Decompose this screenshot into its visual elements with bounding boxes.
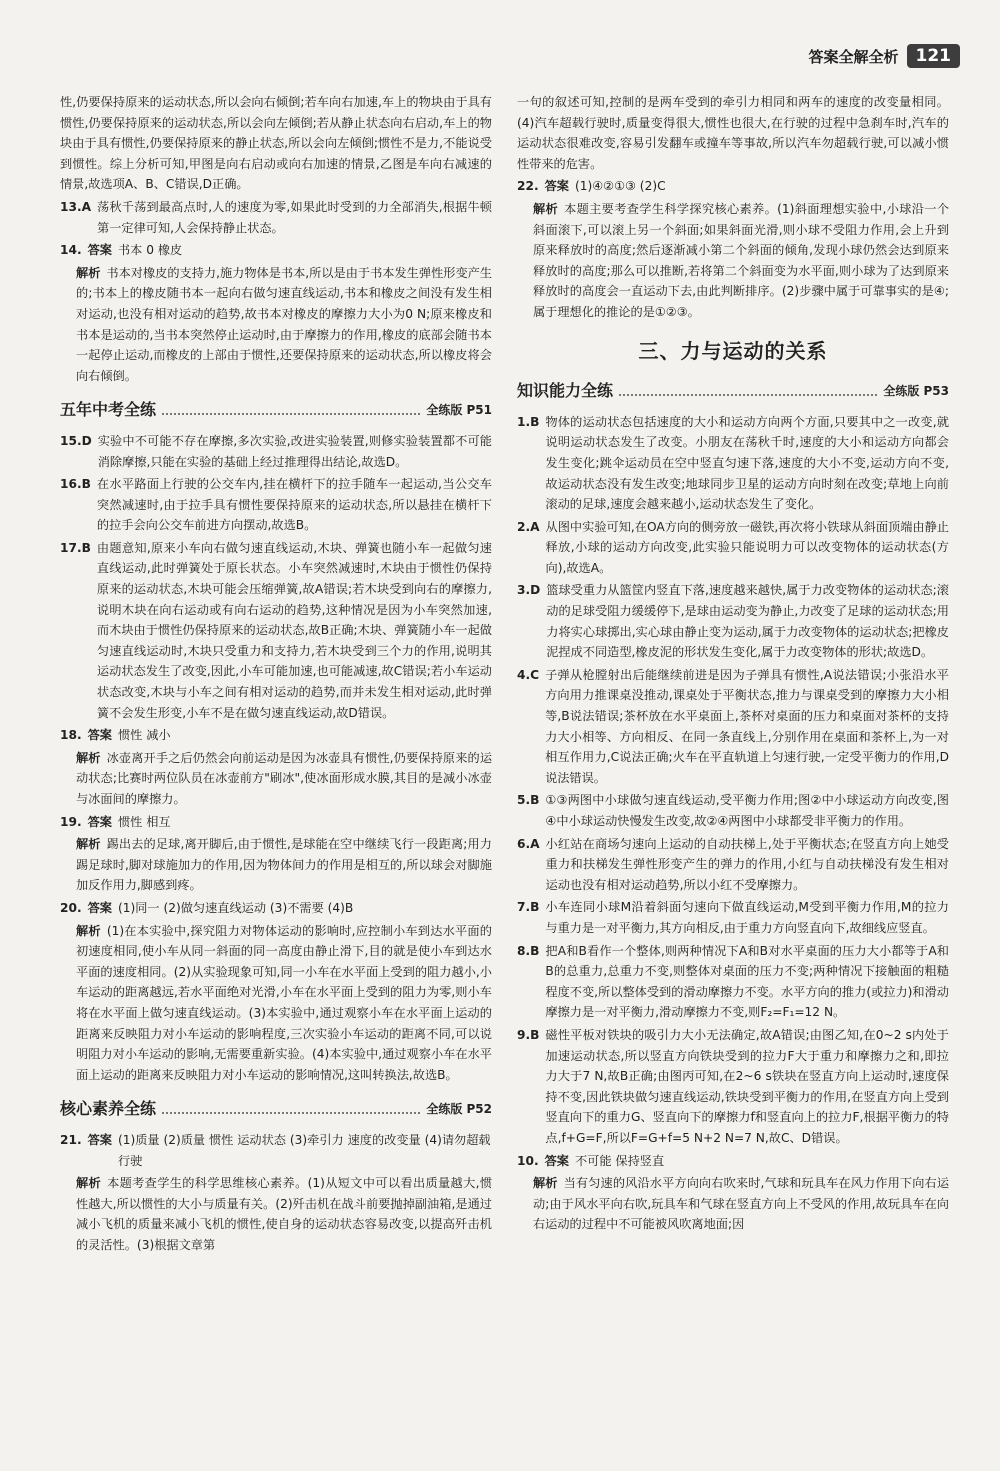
section-heading <box>60 400 492 421</box>
question-explanation: 磁性平板对铁块的吸引力大小无法确定,故A错误;由图乙知,在0~2 s内处于加速运动状态,所以竖直方向铁块受到的拉力F大于重力和摩擦力之和,即拉力大于7 N,故B正确;由图丙可知,在2~6 s铁块在竖直方向上运动时,速度保持不变,因此铁块做匀速直线运动,铁块受到平衡力的作用,在竖直方向上受到竖直向下的重力G、竖直向下的摩擦力f和竖直向上的拉力F,根据平衡力的特点,f+G=F,所以F=G+f=5 N+2 N=7 N,故C、D错误。 <box>545 1027 949 1145</box>
explanation-label: 解析 <box>76 265 101 280</box>
answer-label: 答案 <box>87 814 112 829</box>
question-item <box>517 665 949 789</box>
explanation-label: 解析 <box>533 1176 558 1191</box>
question-explanation: ①③两图中小球做匀速直线运动,受平衡力作用;图②中小球运动方向改变,图④中小球运动快慢发生改变,故②④两图中小球都受非平衡力的作用。 <box>545 793 949 828</box>
question-number: 6.A <box>517 836 540 851</box>
paragraph: 一句的叙述可知,控制的是两车受到的牵引力相同和两车的速度的改变量相同。(4)汽车超载行驶时,质量变得很大,惯性也很大,在行驶的过程中急刹车时,汽车的运动状态很难改变,容易引发翻车或撞车等事故,所以汽车勿超载行驶,可以减小惯性带来的危害。 <box>517 95 949 171</box>
question-item <box>60 197 492 238</box>
explanation-text: 冰壶离开手之后仍然会向前运动是因为冰壶具有惯性,仍要保持原来的运动状态;比赛时两位队员在冰壶前方"刷冰",使冰面形成水膜,其目的是减小冰壶与冰面间的摩擦力。 <box>76 750 493 806</box>
question-explanation: 实验中不可能不存在摩擦,多次实验,改进实验装置,则修实验装置都不可能消除摩擦,只能在实验的基础上经过推理得出结论,故选D。 <box>97 433 492 469</box>
question-item <box>60 431 492 472</box>
question-number: 4.C <box>517 667 540 682</box>
explanation <box>517 1173 949 1235</box>
answer-text: (1)质量 (2)质量 惯性 运动状态 (3)牵引力 速度的改变量 (4)请勿超载行驶 <box>117 1132 491 1168</box>
dotted-leader <box>162 1111 420 1114</box>
question-explanation: 荡秋千荡到最高点时,人的速度为零,如果此时受到的力全部消失,根据牛顿第一定律可知,人会保持静止状态。 <box>97 199 492 235</box>
explanation-text: 踢出去的足球,离开脚后,由于惯性,是球能在空中继续飞行一段距离;用力踢足球时,脚对球施加力的作用,因为物体间力的作用是相互的,所以球会对脚施加反作用力,脚感到疼。 <box>76 837 492 893</box>
question-number: 8.B <box>517 943 540 958</box>
question-item <box>517 580 949 662</box>
answer-text: 惯性 相互 <box>117 814 171 829</box>
answer-label: 答案 <box>87 728 112 743</box>
paragraph: 性,仍要保持原来的运动状态,所以会向右倾倒;若车向右加速,车上的物块由于具有惯性,仍要保持原来的运动状态,所以会向左倾倒;若从静止状态向右启动,车上的物块由于具有惯性,仍要保持原来的静止状态,所以会向左倾倒;惯性不是力,不能说受到惯性。综上分析可知,甲图是向右启动或向右加速的情景,乙图是车向右减速的情景,故选项A、B、C错误,D正确。 <box>60 95 492 192</box>
explanation-text: 书本对橡皮的支持力,施力物体是书本,所以是由于书本发生弹性形变产生的;书本上的橡皮随书本一起向右做匀速直线运动,书本和橡皮之间没有发生相对运动,也没有相对运动的趋势,故书本对橡皮的摩擦力大小为0 N;原来橡皮和书本是运动的,当书本突然停止运动时,由于摩擦力的作用,橡皮的底部会随书本一起停止运动,而橡皮的上部由于惯性,还要保持原来的运动状态,所以橡皮将会向右倾倒。 <box>76 265 493 383</box>
answer-line <box>60 812 492 833</box>
question-number: 21. <box>60 1132 82 1147</box>
question-explanation: 篮球受重力从篮筐内竖直下落,速度越来越快,属于力改变物体的运动状态;滚动的足球受阻力缓缓停下,是球由运动变为静止,力改变了足球的运动状态;用力将实心球掷出,实心球由静止变为运动,属于力改变物体的运动状态;把橡皮泥捏成不同造型,橡皮泥的形状发生变化,属于力改变物体的形状;故选D。 <box>546 583 949 660</box>
question-item <box>60 474 492 536</box>
question-item <box>60 538 492 723</box>
left-column <box>60 92 492 1257</box>
question-number: 17.B <box>60 540 91 555</box>
question-number: 9.B <box>517 1027 540 1042</box>
question-item <box>517 897 949 938</box>
question-number: 3.D <box>517 583 541 598</box>
explanation-text: (1)在本实验中,探究阻力对物体运动的影响时,应控制小车到达水平面的初速度相同,使小车从同一斜面的同一高度由静止滑下,目的就是使小车到达水平面的速度相同。(2)从实验现象可知,同一小车在水平面上受到的阻力越小,小车运动的距离越远,若水平面绝对光滑,小车在水平面上受到的阻力为零,则小车将在水平面上做匀速直线运动。(3)本实验中,通过观察小车在水平面上运动的距离来反映阻力对小车运动的影响程度,三次实验小车运动的距离不同,可以说明阻力对小车运动的影响,无需要重新实验。(4)本实验中,通过观察小车在水平面上运动的距离来反映阻力对小车运动的影响情况,这叫转换法,故选B。 <box>76 923 492 1082</box>
question-number: 22. <box>517 179 539 194</box>
explanation-text: 本题主要考查学生科学探究核心素养。(1)斜面理想实验中,小球沿一个斜面滚下,可以滚上另一个斜面;如果斜面光滑,则小球不受阻力作用,会上升到原来释放时的高度;然后逐渐减小第二个斜面的倾角,发现小球仍然会达到原来释放时的高度;那么可以推断,若将第二个斜面变为水平面,则小球为了达到原来释放时的高度会一直运动下去,由此判断排序。(2)步骤中属于可靠事实的是④;属于理想化的推论的是①②③。 <box>533 201 950 319</box>
question-number: 18. <box>60 728 82 743</box>
question-number: 10. <box>517 1153 539 1168</box>
answer-line <box>60 240 492 261</box>
explanation-label: 解析 <box>533 201 559 216</box>
answer-text: 不可能 保持竖直 <box>574 1153 665 1168</box>
answer-line <box>60 725 492 746</box>
section-heading <box>60 1099 492 1120</box>
page-header <box>808 44 960 68</box>
question-explanation: 从图中实验可知,在OA方向的侧旁放一磁铁,再次将小铁球从斜面顶端由静止释放,小球的运动方向改变,此实验只能说明力可以改变物体的运动状态(方向),故选A。 <box>545 519 949 575</box>
question-explanation: 在水平路面上行驶的公交车内,挂在横杆下的拉手随车一起运动,当公交车突然减速时,由于拉手具有惯性要保持原来的运动状态,所以悬挂在横杆下的拉手会向公交车前进方向摆动,故选B。 <box>96 477 492 533</box>
dotted-leader <box>619 393 877 396</box>
question-item <box>517 790 949 831</box>
question-item <box>517 1025 949 1149</box>
answer-label: 答案 <box>87 1132 112 1147</box>
explanation-label: 解析 <box>76 1176 102 1191</box>
right-column <box>517 92 949 1237</box>
answer-text: (1)④②①③ (2)C <box>574 179 666 194</box>
explanation <box>60 263 492 387</box>
explanation <box>60 921 492 1086</box>
answer-label: 答案 <box>544 179 569 194</box>
chapter-title: 三、力与运动的关系 <box>638 338 828 363</box>
question-explanation: 子弹从枪膛射出后能继续前进是因为子弹具有惯性,A说法错误;小张沿水平方向用力推课桌没推动,课桌处于平衡状态,推力与课桌受到的摩擦力大小相等,B说法错误;茶杯放在水平桌面上,茶杯对桌面的压力和桌面对茶杯的支持力大小相等、方向相反、在同一条直线上,分别作用在桌面和茶杯上,为一对相互作用力,C说法正确;火车在平直轨道上匀速行驶,一定受平衡力的作用,D说法错误。 <box>545 667 949 785</box>
header-title: 答案全解全析 <box>808 47 899 66</box>
explanation-label: 解析 <box>76 923 101 938</box>
question-number: 16.B <box>60 477 91 492</box>
section-page-ref: 全练版 P51 <box>426 403 492 418</box>
section-title: 核心素养全练 <box>60 1099 157 1119</box>
question-item <box>517 941 949 1023</box>
answer-line <box>517 1151 949 1172</box>
question-explanation: 小红站在商场匀速向上运动的自动扶梯上,处于平衡状态;在竖直方向上她受重力和扶梯发生弹性形变产生的弹力的作用,小红与自动扶梯没有发生相对运动也没有相对运动趋势,所以小红不受摩擦力。 <box>545 836 949 892</box>
section-page-ref: 全练版 P52 <box>426 1102 492 1117</box>
section-page-ref: 全练版 P53 <box>883 384 949 399</box>
question-explanation: 由题意知,原来小车向右做匀速直线运动,木块、弹簧也随小车一起做匀速直线运动,此时弹簧处于原长状态。小车突然减速时,木块由于惯性仍保持原来的运动状态,木块可能会压缩弹簧,故A错误;若木块受到向右的摩擦力,说明木块在向右运动或有向右运动的趋势,这种情况是因为小车突然加速,而木块由于惯性仍保持原来的运动状态,故B正确;木块、弹簧随小车一起做匀速直线运动时,木块只受重力和支持力,若木块受到三个力的作用,说明其运动状态发生了改变,因此,小车可能加速,也可能减速,故C错误;若小车运动状态改变,木块与小车之间有相对运动的趋势,而并未发生相对运动,此时弹簧不会发生形变,小车不是在做匀速直线运动,故D错误。 <box>96 540 492 720</box>
page-number: 121 <box>907 44 961 68</box>
question-explanation: 小车连同小球M沿着斜面匀速向下做直线运动,M受到平衡力作用,M的拉力与重力是一对平衡力,其方向相反,由于重力方向竖直向下,故细线应竖直。 <box>545 900 949 935</box>
explanation-label: 解析 <box>76 837 101 852</box>
answer-line <box>60 898 492 919</box>
question-item <box>517 517 949 579</box>
explanation-text: 当有匀速的风沿水平方向向右吹来时,气球和玩具车在风力作用下向右运动;由于风水平向右吹,玩具车和气球在竖直方向上不受风的作用,故玩具车在向右运动的过程中不可能被风吹离地面;因 <box>533 1176 950 1232</box>
dotted-leader <box>162 412 420 415</box>
question-explanation: 物体的运动状态包括速度的大小和运动方向两个方面,只要其中之一改变,就说明运动状态发生了改变。小朋友在荡秋千时,速度的大小和运动方向都会发生变化;跳伞运动员在空中竖直匀速下落,速度的大小不变,运动方向不变,故运动状态没有发生改变;地球同步卫星的运动方向时刻在改变;草地上向前滚动的足球,速度会越来越小,运动状态发生了变化。 <box>545 414 949 512</box>
answer-text: 惯性 减小 <box>117 728 171 743</box>
question-number: 14. <box>60 243 82 258</box>
question-item <box>517 834 949 896</box>
answer-line <box>60 1130 492 1171</box>
question-number: 2.A <box>517 519 540 534</box>
answer-line <box>517 176 949 197</box>
answer-label: 答案 <box>87 243 112 258</box>
question-number: 13.A <box>60 199 92 214</box>
answer-label: 答案 <box>544 1153 569 1168</box>
question-number: 5.B <box>517 793 540 808</box>
explanation <box>517 199 949 323</box>
explanation <box>60 748 492 810</box>
section-title: 五年中考全练 <box>60 400 157 420</box>
answer-label: 答案 <box>87 900 112 915</box>
question-number: 20. <box>60 900 82 915</box>
question-explanation: 把A和B看作一个整体,则两种情况下A和B对水平桌面的压力大小都等于A和B的总重力,总重力不变,则整体对桌面的压力不变;两种情况下接触面的粗糙程度不变,所以整体受到的滑动摩擦力不变。水平方向的推力(或拉力)和滑动摩擦力是一对平衡力,滑动摩擦力不变,则F₂=F₁=12 N。 <box>545 943 949 1020</box>
section-heading <box>517 381 949 402</box>
question-number: 15.D <box>60 433 92 448</box>
explanation-text: 本题考查学生的科学思维核心素养。(1)从短文中可以看出质量越大,惯性越大,所以惯性的大小与质量有关。(2)歼击机在战斗前要抛掉副油箱,是通过减小飞机的质量来减小飞机的惯性,使自身的运动状态容易改变,以提高歼击机的灵活性。(3)根据文章第 <box>76 1176 493 1252</box>
explanation <box>60 1173 492 1255</box>
question-number: 1.B <box>517 414 540 429</box>
explanation <box>60 834 492 896</box>
question-number: 7.B <box>517 900 540 915</box>
question-number: 19. <box>60 814 82 829</box>
answer-text: 书本 0 橡皮 <box>117 243 183 258</box>
question-item <box>517 412 949 515</box>
section-title: 知识能力全练 <box>517 381 614 401</box>
explanation-label: 解析 <box>76 750 101 765</box>
answer-text: (1)同一 (2)做匀速直线运动 (3)不需要 (4)B <box>117 900 354 915</box>
